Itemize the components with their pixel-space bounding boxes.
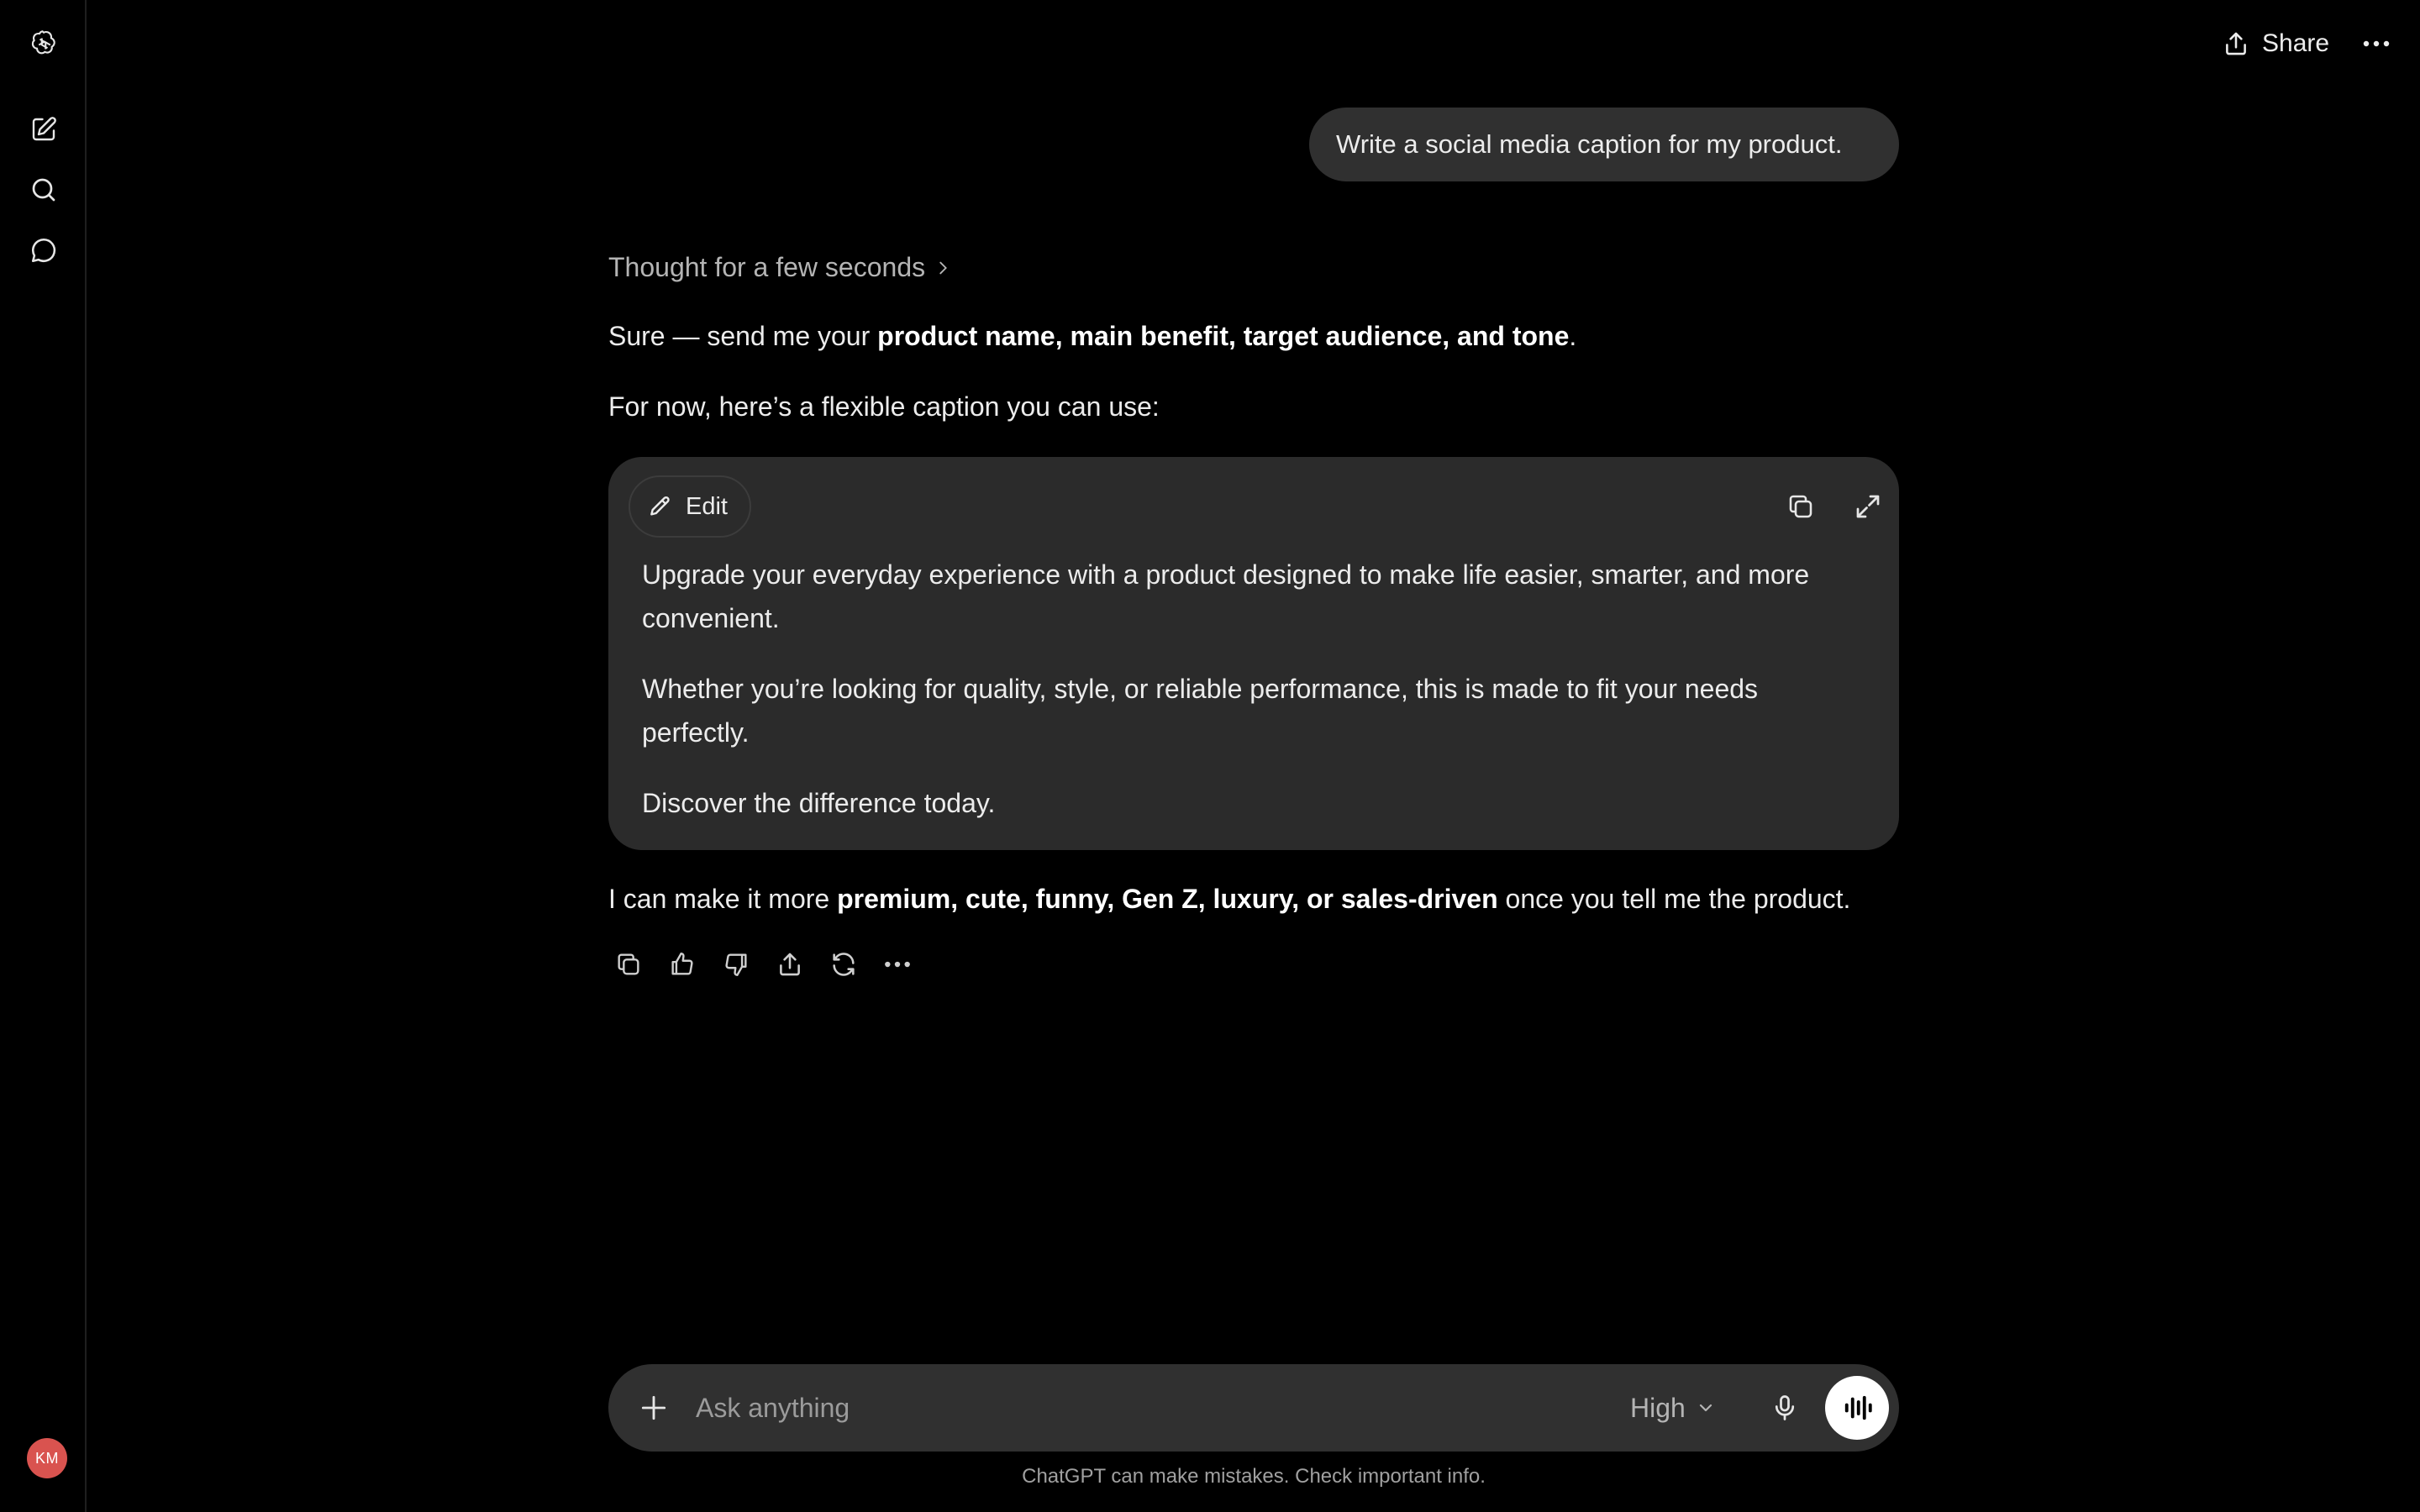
pencil-icon [647, 493, 674, 520]
reply-intro-bold: product name, main benefit, target audience, and tone [877, 321, 1570, 351]
edit-label: Edit [686, 492, 728, 520]
more-options-button[interactable] [2351, 20, 2402, 67]
share-label: Share [2262, 29, 2330, 57]
ellipsis-icon [883, 950, 912, 979]
refresh-icon [829, 950, 858, 979]
caption-paragraph: Upgrade your everyday experience with a product designed to make life easier, smarter, and more convenient. [642, 559, 1810, 633]
reply-intro-suffix: . [1569, 321, 1577, 351]
user-message-text: Write a social media caption for my product. [1336, 129, 1843, 159]
new-chat-button[interactable] [20, 106, 67, 153]
voice-waveform-icon [1839, 1390, 1875, 1425]
chevron-down-icon [1696, 1398, 1716, 1418]
share-icon [776, 950, 804, 979]
openai-logo-icon[interactable] [20, 20, 67, 67]
caption-paragraph: Discover the difference today. [642, 788, 996, 818]
copy-message-button[interactable] [608, 944, 649, 984]
compose-icon [29, 114, 59, 144]
reply-intro [608, 318, 1576, 355]
chats-button[interactable] [20, 227, 67, 274]
chat-bubble-icon [29, 235, 59, 265]
search-button[interactable] [20, 166, 67, 213]
ellipsis-icon [2362, 39, 2391, 48]
thought-label: Thought for a few seconds [608, 252, 926, 282]
message-actions [608, 944, 918, 984]
dictate-button[interactable] [1761, 1384, 1808, 1431]
sidebar [0, 0, 87, 1512]
caption-paragraph: Whether you’re looking for quality, style, or reliable performance, this is made to fit your needs perfectly. [642, 674, 1759, 748]
plus-icon [638, 1392, 670, 1424]
regenerate-button[interactable] [823, 944, 864, 984]
user-message [1309, 108, 1899, 181]
composer [608, 1364, 1899, 1452]
avatar-initials: KM [35, 1449, 59, 1467]
reply-outro-suffix: once you tell me the product. [1497, 884, 1851, 914]
expand-icon [1853, 491, 1883, 522]
share-icon [2222, 29, 2250, 58]
reply-outro [608, 880, 1850, 918]
thumbs-down-button[interactable] [716, 944, 756, 984]
attach-button[interactable] [630, 1384, 677, 1431]
edit-button[interactable] [629, 475, 751, 538]
chevron-right-icon [934, 259, 952, 277]
disclaimer: ChatGPT can make mistakes. Check important info. [1022, 1465, 1486, 1488]
avatar[interactable] [27, 1438, 67, 1478]
more-message-options-button[interactable] [877, 944, 918, 984]
caption-card [608, 457, 1899, 850]
share-button[interactable] [2208, 20, 2343, 67]
copy-card-button[interactable] [1778, 484, 1823, 529]
reasoning-level-label: High [1630, 1392, 1686, 1423]
reply-intro-prefix: Sure — send me your [608, 321, 878, 351]
thumbs-up-button[interactable] [662, 944, 702, 984]
share-message-button[interactable] [770, 944, 810, 984]
reply-lead: For now, here’s a flexible caption you can use: [608, 391, 1160, 422]
reasoning-level-select[interactable] [1630, 1384, 1716, 1431]
voice-mode-button[interactable] [1825, 1376, 1889, 1440]
search-icon [29, 175, 59, 205]
copy-icon [1786, 491, 1816, 522]
microphone-icon [1770, 1393, 1800, 1423]
thumbs-down-icon [722, 950, 750, 979]
thought-toggle[interactable] [608, 252, 952, 283]
reply-outro-prefix: I can make it more [608, 884, 838, 914]
expand-card-button[interactable] [1845, 484, 1891, 529]
thumbs-up-icon [668, 950, 697, 979]
copy-icon [614, 950, 643, 979]
prompt-input[interactable] [696, 1383, 1368, 1433]
reply-outro-bold: premium, cute, funny, Gen Z, luxury, or sales-driven [837, 884, 1498, 914]
